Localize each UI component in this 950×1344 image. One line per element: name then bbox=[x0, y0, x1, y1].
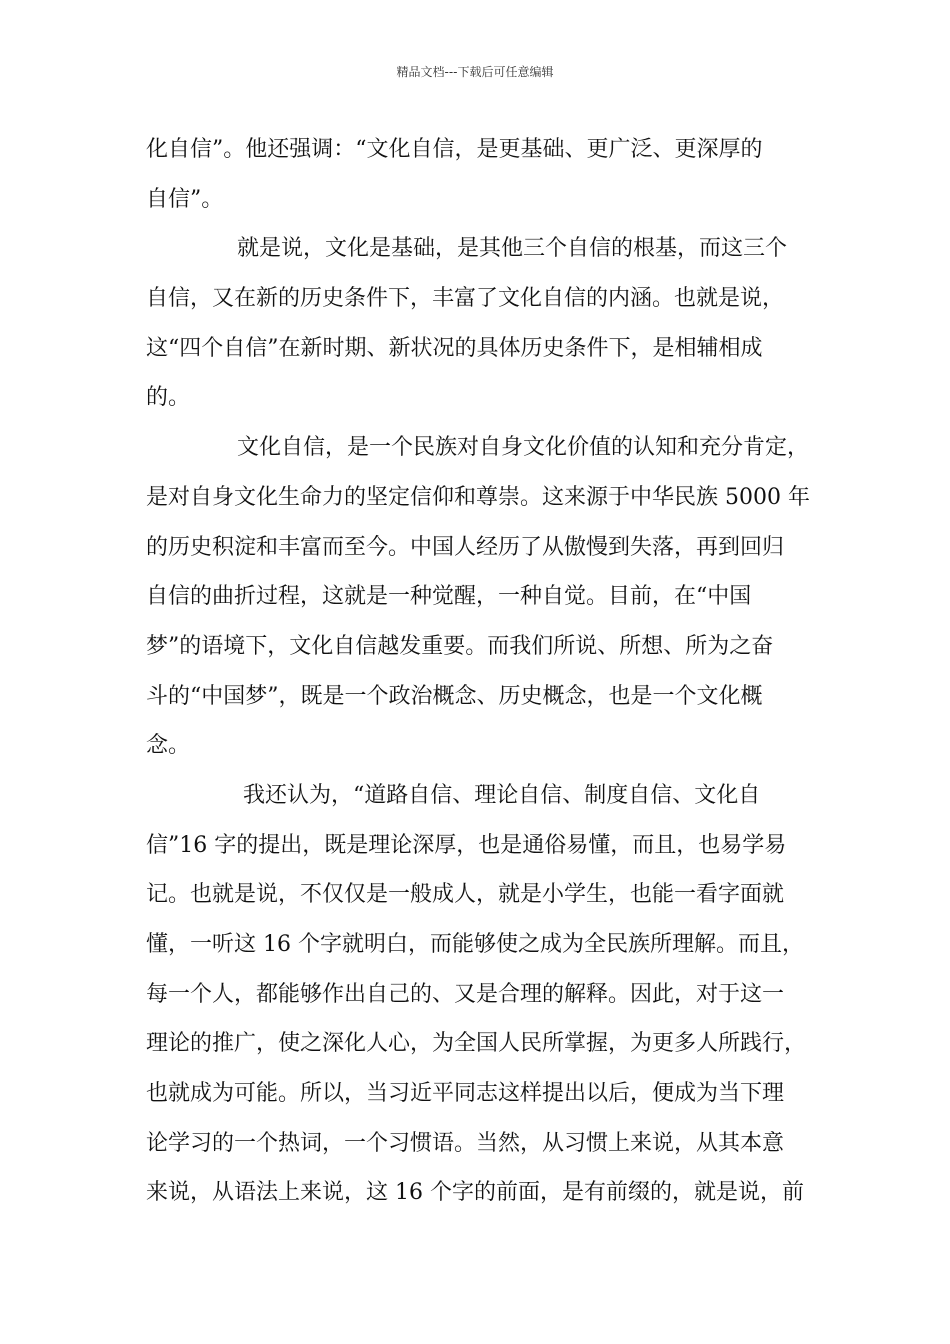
text-line: 自信”。 bbox=[146, 186, 224, 212]
document-body bbox=[146, 132, 816, 1225]
text-line: 也就成为可能。所以，当习近平同志这样提出以后，便成为当下理 bbox=[146, 1081, 785, 1107]
text-line: 每一个人，都能够作出自己的、又是合理的解释。因此，对于这一 bbox=[146, 981, 785, 1007]
text-line: 是对自身文化生命力的坚定信仰和尊崇。这来源于中华民族 5000 年 bbox=[146, 484, 810, 510]
text-line: 我还认为，“道路自信、理论自信、制度自信、文化自 bbox=[243, 782, 761, 808]
text-line: 化自信”。他还强调：“文化自信，是更基础、更广泛、更深厚的 bbox=[146, 137, 763, 162]
text-line: 信”16 字的提出，既是理论深厚，也是通俗易懂，而且，也易学易 bbox=[146, 832, 787, 858]
page-header: 精品文档---下载后可任意编辑 bbox=[396, 65, 554, 79]
text-line: 念。 bbox=[146, 733, 191, 759]
text-line: 斗的“中国梦”，既是一个政治概念、历史概念，也是一个文化概 bbox=[146, 683, 763, 709]
text-line: 懂，一听这 16 个字就明白，而能够使之成为全民族所理解。而且， bbox=[146, 932, 804, 957]
text-line: 就是说，文化是基础，是其他三个自信的根基，而这三个 bbox=[237, 236, 788, 262]
text-line: 这“四个自信”在新时期、新状况的具体历史条件下，是相辅相成 bbox=[146, 335, 763, 361]
text-line: 的。 bbox=[146, 385, 191, 411]
text-line: 来说，从语法上来说，这 16 个字的前面，是有前缀的，就是说，前 bbox=[146, 1180, 804, 1206]
text-line: 自信，又在新的历史条件下，丰富了文化自信的内涵。也就是说， bbox=[146, 286, 785, 312]
text-line: 自信的曲折过程，这就是一种觉醒，一种自觉。目前，在“中国 bbox=[146, 584, 752, 610]
text-line: 的历史积淀和丰富而至今。中国人经历了从傲慢到失落，再到回归 bbox=[146, 534, 785, 560]
text-line: 理论的推广，使之深化人心，为全国人民所掌握，为更多人所践行， bbox=[146, 1031, 807, 1057]
text-line: 记。也就是说，不仅仅是一般成人，就是小学生，也能一看字面就 bbox=[146, 882, 785, 908]
text-line: 文化自信，是一个民族对自身文化价值的认知和充分肯定， bbox=[237, 435, 810, 461]
text-line: 论学习的一个热词，一个习惯语。当然，从习惯上来说，从其本意 bbox=[146, 1130, 785, 1156]
text-line: 梦”的语境下，文化自信越发重要。而我们所说、所想、所为之奋 bbox=[146, 633, 774, 659]
